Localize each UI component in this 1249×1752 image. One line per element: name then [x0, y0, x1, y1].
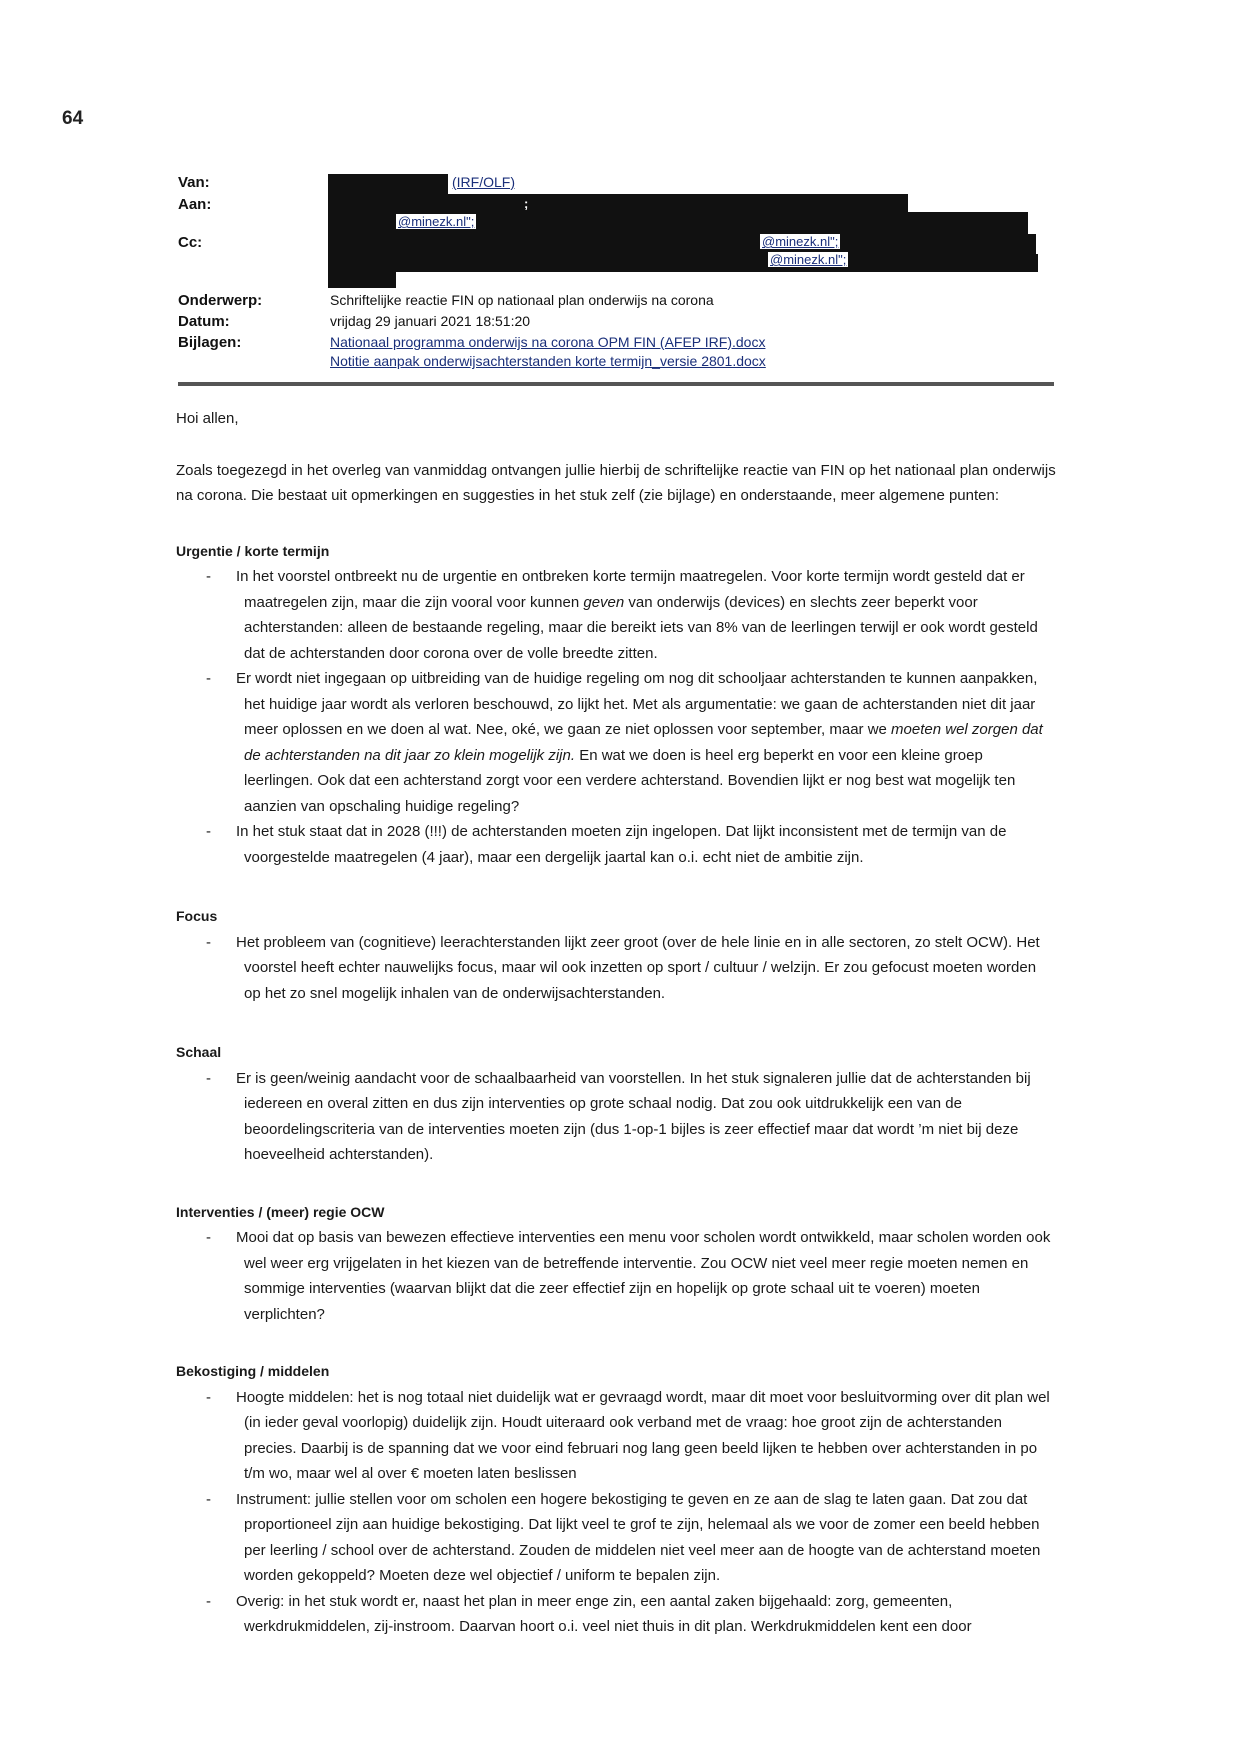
date-label: Datum:: [178, 313, 230, 330]
item-text: Instrument: jullie stellen voor om scholen een hogere bekostiging te geven en ze aan de slag te laten gaan. Dat zou dat proportioneel zijn aan huidige bekostiging. Dat lijkt veel te grof te zijn, helemaal als we voor de zomer een beeld hebben per leerling / school over de achterstand. Zouden de middelen niet veel meer aan de hoogte van de achterstand moeten worden gekoppeld? Moeten deze wel objectief / uniform te bepalen zijn.: [236, 1490, 1041, 1584]
from-fragment: (IRF/OLF): [452, 174, 515, 190]
item-text-cont: En wat we doen is heel erg beperkt en voor een kleine groep leerlingen. Ook dat een achterstand zorgt voor een verdere achterstand. Bovendien lijkt er nog best wat mogelijk ten aanzien van opschaling huidige regeling?: [244, 746, 1016, 815]
bullet-dash: -: [206, 1229, 211, 1246]
attachments-label: Bijlagen:: [178, 334, 242, 351]
list-item: [206, 1066, 1056, 1168]
subject-label: Onderwerp:: [178, 292, 263, 309]
redaction-cc-2: [328, 254, 1038, 272]
item-emphasis: moeten wel zorgen dat de achterstanden na dit jaar zo klein mogelijk zijn.: [244, 721, 1043, 764]
page-number: 64: [62, 108, 84, 129]
to-fragment-1: ;: [524, 196, 529, 211]
email-body: [176, 400, 1056, 1640]
bullets-urgentie: [176, 564, 1056, 870]
redaction-cc-3: [328, 272, 396, 288]
item-emphasis: geven: [583, 593, 625, 611]
list-item: [206, 1225, 1056, 1327]
redaction-from: [328, 174, 448, 194]
list-item: [206, 666, 1056, 819]
item-text: Er is geen/weinig aandacht voor de schaalbaarheid van voorstellen. In het stuk signaleren jullie dat de achterstanden bij iedereen en overal zitten en dus zijn interventies op grote schaal nodig. Dat zou ook uitdrukkelijk een van de beoordelingscriteria van de interventies moeten zijn (dus 1-op-1 bijles is zeer effectief maar dat wordt ’m niet bij deze hoeveelheid achterstanden).: [236, 1069, 1031, 1163]
redaction-to-1: [328, 194, 908, 214]
item-text: Mooi dat op basis van bewezen effectieve interventies een menu voor scholen wordt ontwikkeld, maar scholen worden ook wel weer erg vrijgelaten in het kiezen van de betreffende interventie. Zou OCW niet veel meer regie moeten nemen en sommige interventies (waarvan blijkt dat die zeer effectief zijn en hopelijk op grote schaal uit te voeren) moeten verplichten?: [236, 1229, 1051, 1323]
cc-fragment-2: @minezk.nl";: [770, 252, 847, 267]
attachment-link-1[interactable]: Nationaal programma onderwijs na corona OPM FIN (AFEP IRF).docx: [330, 334, 766, 350]
to-fragment-2: @minezk.nl";: [398, 214, 475, 229]
item-text: Het probleem van (cognitieve) leerachterstanden lijkt zeer groot (over de hele linie en in alle sectoren, zo stelt OCW). Het voorstel heeft echter nauwelijks focus, maar wil ook inzetten op sport / cultuur / welzijn. Er zou gefocust moeten worden op het zo snel mogelijk inhalen van de onderwijsachterstanden.: [236, 933, 1040, 1002]
bullets-schaal: [176, 1066, 1056, 1168]
list-item: [206, 564, 1056, 666]
item-text: In het voorstel ontbreekt nu de urgentie en ontbreken korte termijn maatregelen. Voor korte termijn wordt gesteld dat er maatregelen zijn, maar die zijn vooral voor kunnen: [236, 568, 1025, 611]
bullets-interventies: [176, 1225, 1056, 1327]
item-text-cont: van onderwijs (devices) en slechts zeer beperkt voor achterstanden: alleen de bestaande regeling, maar die bereikt iets van 8% van de leerlingen terwijl er ook wordt gesteld dat de achterstanden door corona over de volle breedte zitten.: [244, 593, 1038, 662]
item-text: Hoogte middelen: het is nog totaal niet duidelijk wat er gevraagd wordt, maar dit moet voor besluitvorming over dit plan wel (in ieder geval voorlopig) duidelijk zijn. Houdt uiteraard ook verband met de vraag: hoe groot zijn de achterstanden precies. Daarbij is de spanning dat we voor eind februari nog lang geen beeld lijken te hebben over achterstanden in po t/m wo, maar wel al over € moeten laten beslissen: [236, 1388, 1050, 1482]
item-text: Overig: in het stuk wordt er, naast het plan in meer enge zin, een aantal zaken bijgehaald: zorg, gemeenten, werkdrukmiddelen, zij-instroom. Daarvan hoort o.i. veel niet thuis in dit plan. Werkdrukmiddelen kent een door: [236, 1592, 972, 1635]
from-label: Van:: [178, 174, 210, 191]
cc-fragment-1: @minezk.nl";: [762, 234, 839, 249]
greeting: Hoi allen,: [176, 410, 239, 427]
item-text: Er wordt niet ingegaan op uitbreiding van de huidige regeling om nog dit schooljaar achterstanden te kunnen aanpakken, het huidige jaar wordt als verloren beschouwd, zo lijkt het. Met als argumentatie: we gaan de achterstanden niet dit jaar meer oplossen en we doen al wat. Nee, oké, we gaan ze niet oplossen voor september, maar we: [236, 670, 1038, 738]
subject-value: Schriftelijke reactie FIN op nationaal plan onderwijs na corona: [330, 292, 714, 308]
list-item: [206, 1589, 1056, 1640]
bullets-focus: [176, 930, 1056, 1007]
bullet-dash: -: [206, 1592, 211, 1610]
bullets-bekostiging: [176, 1385, 1056, 1640]
bullet-dash: -: [206, 568, 211, 585]
redaction-cc-1: [328, 234, 1036, 256]
attachment-link-2[interactable]: Notitie aanpak onderwijsachterstanden korte termijn_versie 2801.docx: [330, 353, 766, 369]
bullet-dash: -: [206, 1490, 211, 1508]
section-title-bekostiging: Bekostiging / middelen: [176, 1363, 330, 1379]
section-title-interventies: Interventies / (meer) regie OCW: [176, 1203, 385, 1220]
list-item: [206, 1385, 1056, 1487]
bullet-dash: -: [206, 1069, 211, 1087]
bullet-dash: -: [206, 1388, 211, 1406]
section-title-schaal: Schaal: [176, 1044, 222, 1060]
intro-paragraph: Zoals toegezegd in het overleg van vanmiddag ontvangen jullie hierbij de schriftelijke reactie van FIN op het nationaal plan onderwijs na corona. Die bestaat uit opmerkingen en suggesties in het stuk zelf (zie bijlage) en onderstaande, meer algemene punten:: [176, 461, 1056, 504]
to-label: Aan:: [178, 196, 212, 213]
bullet-dash: -: [206, 670, 211, 687]
list-item: [206, 819, 1056, 870]
header-divider: [178, 382, 1054, 386]
bullet-dash: -: [206, 823, 211, 840]
item-text: In het stuk staat dat in 2028 (!!!) de achterstanden moeten zijn ingelopen. Dat lijkt inconsistent met de termijn van de voorgestelde maatregelen (4 jaar), maar een dergelijk jaartal kan o.i. echt niet de ambitie zijn.: [236, 823, 1007, 866]
list-item: [206, 930, 1056, 1007]
cc-label: Cc:: [178, 234, 203, 251]
section-title-focus: Focus: [176, 908, 218, 924]
section-title-urgentie: Urgentie / korte termijn: [176, 542, 330, 559]
date-value: vrijdag 29 januari 2021 18:51:20: [330, 313, 531, 329]
bullet-dash: -: [206, 933, 211, 951]
list-item: [206, 1487, 1056, 1589]
